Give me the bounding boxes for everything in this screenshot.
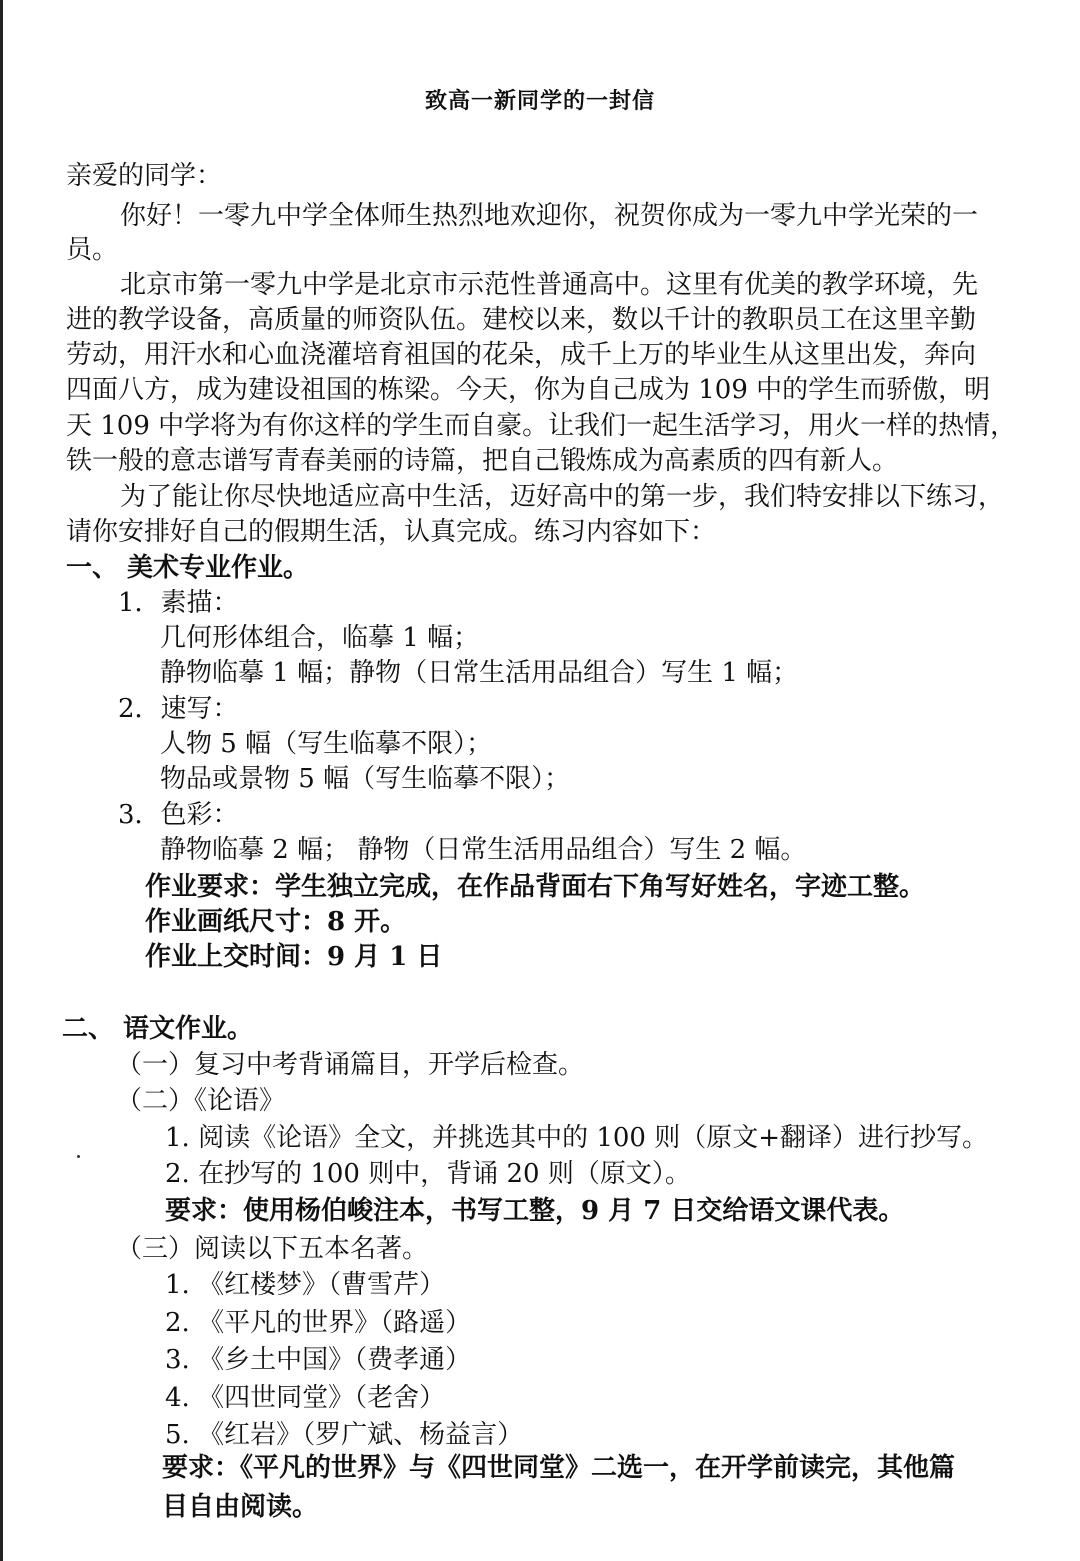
book-item: 3. 《乡土中国》（费孝通） xyxy=(165,1345,472,1375)
intro-paragraph-3-line-1: 为了能让你尽快地适应高中生活，迈好高中的第一步，我们特安排以下练习， xyxy=(120,482,1005,512)
art-section-heading: 一、 美术专业作业。 xyxy=(66,553,310,583)
reading-requirement-line-2: 目自由阅读。 xyxy=(162,1492,319,1522)
chinese-part-2-title: （二）《论语》 xyxy=(116,1086,286,1116)
art-due-date: 作业上交时间：9 月 1 日 xyxy=(145,942,443,972)
art-requirement: 作业要求：学生独立完成，在作品背面右下角写好姓名，字迹工整。 xyxy=(145,872,926,902)
intro-paragraph-2-line-5: 天 109 中学将为有你这样的学生而自豪。让我们一起生活学习，用火一样的热情， xyxy=(66,411,1017,441)
intro-paragraph-1-line-1: 你好！一零九中学全体师生热烈地欢迎你，祝贺你成为一零九中学光荣的一 xyxy=(120,201,979,231)
chinese-section-heading: 二、 语文作业。 xyxy=(62,1014,254,1044)
chinese-part-2-requirement: 要求：使用杨伯峻注本，书写工整，9 月 7 日交给语文课代表。 xyxy=(165,1196,905,1226)
art-quick-sketch-title: 2．速写： xyxy=(118,694,239,724)
intro-paragraph-2-line-6: 铁一般的意志谱写青春美丽的诗篇，把自己锻炼成为高素质的四有新人。 xyxy=(66,446,899,476)
art-sketch-title: 1．素描： xyxy=(118,588,239,618)
intro-paragraph-2-line-4: 四面八方，成为建设祖国的栋梁。今天，你为自己成为 109 中的学生而骄傲，明 xyxy=(66,375,991,405)
art-color-item-1: 静物临摹 2 幅； 静物（日常生活用品组合）写生 2 幅。 xyxy=(160,835,807,865)
chinese-part-3-title: （三）阅读以下五本名著。 xyxy=(116,1234,429,1264)
book-item: 4. 《四世同堂》（老舍） xyxy=(165,1383,446,1413)
letter-title: 致高一新同学的一封信 xyxy=(424,88,655,114)
intro-paragraph-2-line-1: 北京市第一零九中学是北京市示范性普通高中。这里有优美的教学环境，先 xyxy=(120,270,979,300)
chinese-part-2-item-2: 2. 在抄写的 100 则中，背诵 20 则（原文）。 xyxy=(165,1159,691,1189)
chinese-part-2-item-1: 1. 阅读《论语》全文，并挑选其中的 100 则（原文+翻译）进行抄写。 xyxy=(165,1123,989,1153)
art-color-title: 3．色彩： xyxy=(118,800,239,830)
art-sketch-item-2: 静物临摹 1 幅；静物（日常生活用品组合）写生 1 幅； xyxy=(160,658,799,688)
book-item: 2. 《平凡的世界》（路遥） xyxy=(165,1308,472,1338)
chinese-part-1: （一）复习中考背诵篇目，开学后检查。 xyxy=(116,1050,585,1080)
reading-requirement-line-1: 要求：《平凡的世界》与《四世同堂》二选一，在开学前读完，其他篇 xyxy=(162,1453,956,1483)
art-sketch-item-1: 几何形体组合，临摹 1 幅； xyxy=(160,623,480,653)
book-item: 1. 《红楼梦》（曹雪芹） xyxy=(165,1270,446,1300)
art-quick-sketch-item-1: 人物 5 幅（写生临摹不限）； xyxy=(160,729,493,759)
art-paper-size: 作业画纸尺寸：8 开。 xyxy=(145,907,407,937)
book-item: 5. 《红岩》（罗广斌、杨益言） xyxy=(165,1420,524,1450)
intro-paragraph-3-line-2: 请你安排好自己的假期生活，认真完成。练习内容如下： xyxy=(66,517,717,547)
intro-paragraph-2-line-2: 进的教学设备，高质量的师资队伍。建校以来，数以千计的教职员工在这里辛勤 xyxy=(66,305,977,335)
page-left-edge xyxy=(0,0,3,1561)
intro-paragraph-1-line-2: 员。 xyxy=(66,235,119,265)
scan-speck xyxy=(77,1155,80,1158)
greeting: 亲爱的同学： xyxy=(66,161,223,191)
intro-paragraph-2-line-3: 劳动，用汗水和心血浇灌培育祖国的花朵，成千上万的毕业生从这里出发，奔向 xyxy=(66,340,977,370)
art-quick-sketch-item-2: 物品或景物 5 幅（写生临摹不限）； xyxy=(160,764,571,794)
